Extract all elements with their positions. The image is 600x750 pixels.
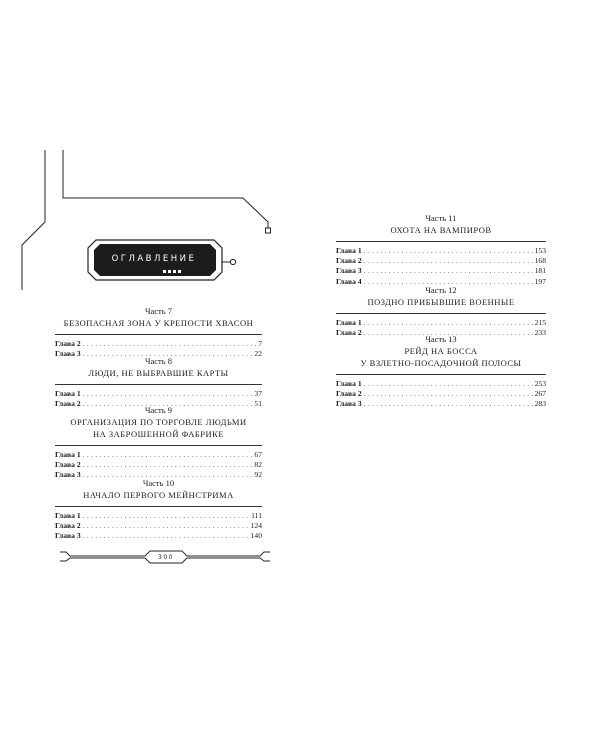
chapter-page: 197 [534,276,546,286]
part-label: Часть 8 [144,356,173,366]
chapter-name: Глава 3 [336,266,362,276]
chapter-name: Глава 2 [55,460,81,470]
toc-part-13 [336,334,546,410]
toc-entry[interactable] [55,521,262,531]
part-divider [55,334,262,335]
chapter-page: 215 [534,318,546,327]
toc-entry[interactable] [336,399,546,409]
part-divider [55,384,262,385]
chapter-name: Глава 2 [55,399,81,409]
chapter-page: 92 [254,470,262,480]
toc-entry[interactable] [55,389,262,399]
chapter-page: 140 [250,531,262,541]
part-label: Часть 10 [142,478,175,488]
dot-leader [83,511,250,521]
part-label: Часть 12 [425,285,457,295]
toc-part-7 [55,306,262,359]
dot-leader [83,389,253,399]
chapter-name: Глава 3 [55,349,81,359]
dot-leader [83,521,249,531]
part-label: Часть 9 [144,405,173,415]
toc-part-12 [336,285,546,338]
part-divider [336,241,546,242]
chapter-name: Глава 1 [55,389,81,398]
chapter-page: 37 [254,389,262,398]
part-divider [336,313,546,314]
chapter-page: 51 [254,399,262,409]
chapter-name: Глава 1 [55,511,81,520]
chapter-page: 283 [534,399,546,409]
chapter-name: Глава 1 [336,246,362,255]
chapter-name: Глава 2 [55,339,81,348]
chapter-name: Глава 3 [336,399,362,409]
part-title: У ВЗЛЕТНО-ПОСАДОЧНОЙ ПОЛОСЫ [360,358,522,368]
chapter-page: 267 [534,389,546,399]
part-divider [55,445,262,446]
chapter-page: 153 [534,246,546,255]
part-title: ОХОТА НА ВАМПИРОВ [390,225,492,235]
dot-leader [364,318,533,328]
dot-leader [364,389,533,399]
dot-leader [364,399,533,409]
toc-entry[interactable] [336,256,546,266]
part-divider [336,374,546,375]
circuit-line-left [22,150,45,290]
chapter-page: 67 [254,450,262,459]
toc-heading: ОГЛАВЛЕНИЕ [111,254,197,264]
chapter-name: Глава 1 [336,318,362,327]
chapter-page: 233 [534,328,546,338]
part-title: БЕЗОПАСНАЯ ЗОНА У КРЕПОСТИ ХВАСОН [63,318,254,328]
toc-entry[interactable] [55,511,262,521]
chapter-page: 124 [250,521,262,531]
chapter-name: Глава 3 [55,531,81,541]
chapter-name: Глава 1 [55,450,81,459]
dot-leader [83,531,249,541]
page-number: 300 [158,554,174,561]
chapter-page: 82 [254,460,262,470]
part-title: РЕЙД НА БОССА [404,346,478,356]
dot-leader [83,460,253,470]
part-title: ЛЮДИ, НЕ ВЫБРАВШИЕ КАРТЫ [88,368,229,378]
chapter-name: Глава 2 [55,521,81,531]
chapter-name: Глава 1 [336,379,362,388]
chapter-name: Глава 2 [336,328,362,338]
chapter-name: Глава 2 [336,256,362,266]
chapter-page: 181 [534,266,546,276]
part-title: ПОЗДНО ПРИБЫВШИЕ ВОЕННЫЕ [367,297,515,307]
toc-part-9 [55,405,262,481]
dot-leader [364,256,533,266]
dot-leader [364,266,533,276]
dot-leader [83,339,257,349]
toc-entry[interactable] [55,531,262,541]
toc-entry[interactable] [55,339,262,349]
toc-part-10 [55,478,262,542]
dot-leader [364,246,533,256]
part-title: НАЧАЛО ПЕРВОГО МЕЙНСТРИМА [83,490,234,500]
dot-leader [83,450,253,460]
toc-part-8 [55,356,262,409]
part-label: Часть 7 [144,306,173,316]
toc-entry[interactable] [336,246,546,256]
part-title: НА ЗАБРОШЕННОЙ ФАБРИКЕ [92,429,225,439]
chapter-name: Глава 2 [336,389,362,399]
heading-connector-node [230,259,235,264]
toc-entry[interactable] [55,460,262,470]
dot-leader [364,379,533,389]
part-label: Часть 11 [425,213,457,223]
toc-entry[interactable] [336,266,546,276]
chapter-page: 22 [254,349,262,359]
toc-entry[interactable] [336,318,546,328]
chapter-page: 168 [534,256,546,266]
toc-entry[interactable] [336,379,546,389]
part-label: Часть 13 [425,334,457,344]
chapter-name: Глава 3 [55,470,81,480]
chapter-page: 253 [534,379,546,388]
chapter-name: Глава 4 [336,276,362,286]
chapter-page: 111 [251,511,262,520]
circuit-node-square [266,228,271,233]
toc-entry[interactable] [336,389,546,399]
circuit-line-right [63,150,268,228]
part-title: ОРГАНИЗАЦИЯ ПО ТОРГОВЛЕ ЛЮДЬМИ [70,417,247,427]
chapter-page: 7 [258,339,262,348]
toc-part-11 [336,213,546,287]
toc-entry[interactable] [55,450,262,460]
part-divider [55,506,262,507]
